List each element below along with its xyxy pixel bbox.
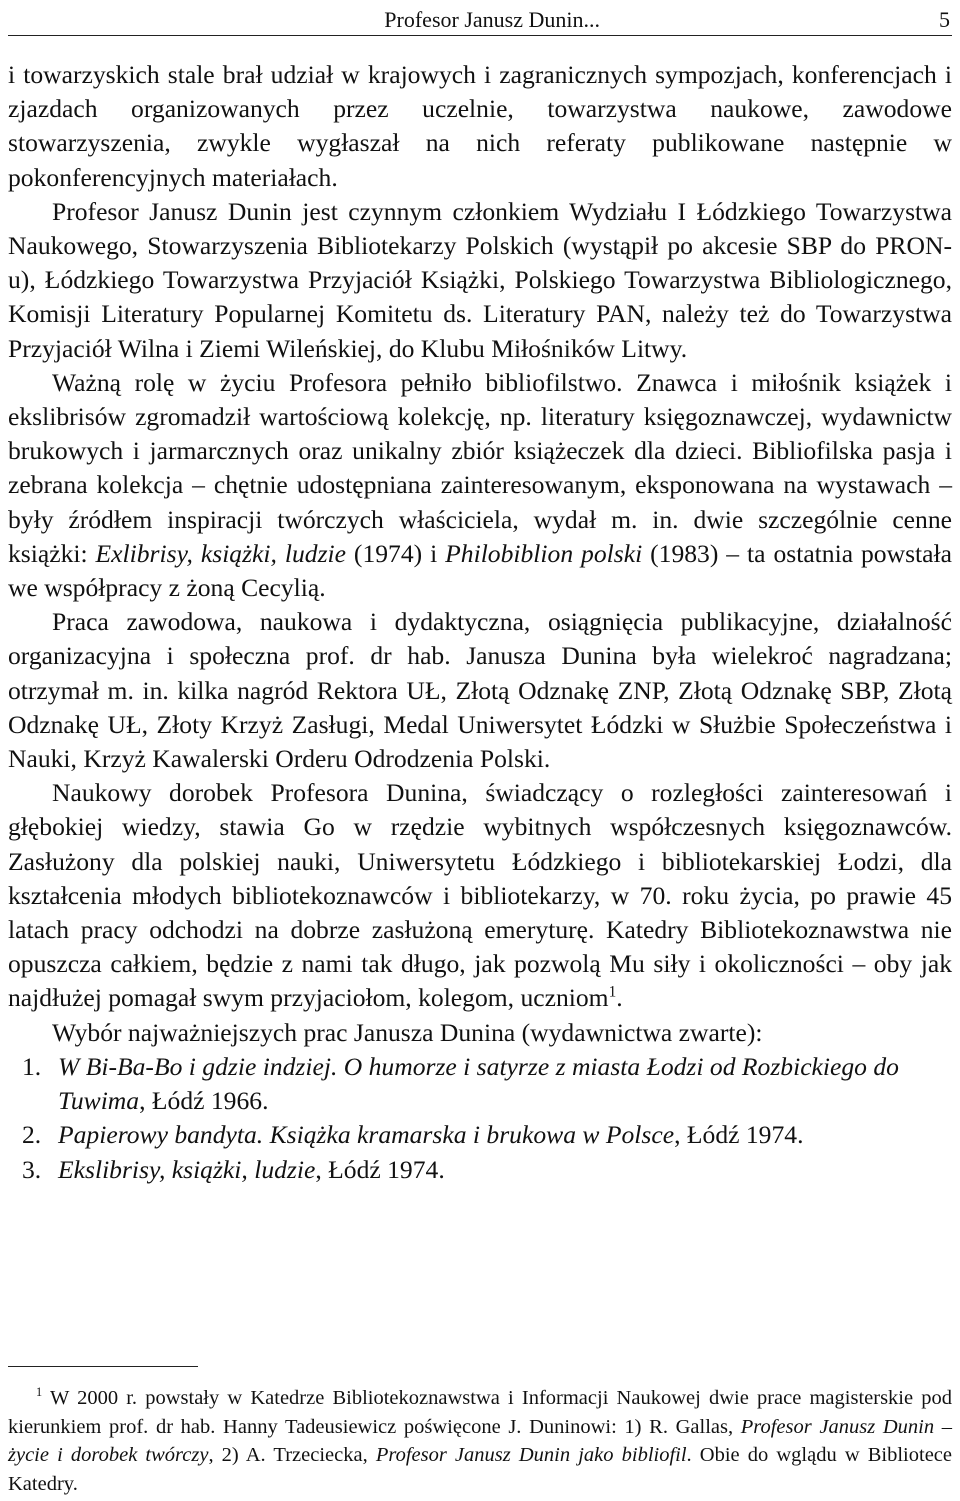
paragraph-3-text-b: (1974) i xyxy=(346,538,446,568)
paragraph-5 xyxy=(8,776,952,1015)
paragraph-4: Praca zawodowa, naukowa i dydaktyczna, osiągnięcia publikacyjne, działalność organizacyjna i społeczna prof. dr hab. Janusza Dunina była wielekroć nagradzana; otrzymał m. in. kilka nagród Rektora UŁ, Złotą Odznakę ZNP, Złotą Odznakę SBP, Złotą Odznakę UŁ, Złoty Krzyż Zasługi, Medal Uniwersytet Łódzki w Służbie Społeczeństwa i Nauki, Krzyż Kawalerski Orderu Odrodzenia Polski. xyxy=(8,607,952,774)
list-item xyxy=(8,1118,952,1152)
works-list xyxy=(8,1050,952,1187)
book-title-exlibrisy: Exlibrisy, książki, ludzie xyxy=(95,538,346,568)
paragraph-3-text-c: (1983) – ta ostatnia powstała we współpracy z żoną Cecylią. xyxy=(8,538,952,603)
list-item-title: Papierowy bandyta. Książka kramarska i brukowa w Polsce xyxy=(58,1120,675,1150)
footnote-rule xyxy=(8,1366,198,1367)
list-item-details: , Łódź 1974. xyxy=(315,1154,445,1184)
list-item xyxy=(8,1153,952,1187)
thesis-title-1: Profesor Janusz Dunin – życie i dorobek twórczy xyxy=(8,1415,952,1466)
footnote-1 xyxy=(8,1384,952,1498)
footnotes xyxy=(8,1384,952,1498)
footnote-text-b: , 2) A. Trzeciecka, xyxy=(208,1444,376,1466)
footnote-text-a: W 2000 r. powstały w Katedrze Bibliotekoznawstwa i Informacji Naukowej dwie prace magisterskie pod kierunkiem prof. dr hab. Hanny Tadeusiewicz poświęcone J. Duninowi: 1) R. Gallas, xyxy=(8,1387,952,1438)
page-number: 5 xyxy=(939,7,950,32)
header-rule xyxy=(8,35,952,36)
list-item-number: 3. xyxy=(22,1154,42,1184)
list-item-number: 2. xyxy=(22,1120,42,1150)
list-item-title: Ekslibrisy, książki, ludzie xyxy=(58,1154,316,1184)
paragraph-3-text-a: Ważną rolę w życiu Profesora pełniło bibliofilstwo. Znawca i miłośnik książek i ekslibrisów zgromadził wartościową kolekcję, np. literatury księgoznawczej, wydawnictw brukowych i jarmarcznych oraz unikalny zbiór książeczek dla dzieci. Bibliofilska pasja i zebrana kolekcja – chętnie udostępniana zainteresowanym, eksponowana na wystawach – były źródłem inspiracji twórczych właściciela, wydał m. in. dwie szczególnie cenne książki: xyxy=(8,367,952,568)
list-item-title: W Bi-Ba-Bo i gdzie indziej. O humorze i satyrze z miasta Łodzi od Rozbickiego do Tuwima xyxy=(58,1051,899,1116)
list-item-details: , Łódź 1974. xyxy=(674,1120,804,1150)
book-title-philobiblion: Philobiblion polski xyxy=(445,538,643,568)
running-head xyxy=(8,6,952,34)
paragraph-2: Profesor Janusz Dunin jest czynnym członkiem Wydziału I Łódzkiego Towarzystwa Naukowego, Stowarzyszenia Bibliotekarzy Polskich (wystąpił po akcesie SBP do PRON-u), Łódzkiego Towarzystwa Przyjaciół Książki, Polskiego Towarzystwa Bibliologicznego, Komisji Literatury Popularnej Komitetu ds. Literatury PAN, należy też do Towarzystwa Przyjaciół Wilna i Ziemi Wileńskiej, do Klubu Miłośników Litwy. xyxy=(8,196,952,363)
list-item-details: , Łódź 1966. xyxy=(139,1086,269,1116)
footnote-text-c: . Obie do wglądu w Bibliotece Katedry. xyxy=(8,1444,952,1495)
paragraph-5-text: Naukowy dorobek Profesora Dunina, świadczący o rozległości zainteresowań i głębokiej wiedzy, stawia Go w rzędzie wybitnych współczesnych księgoznawców. Zasłużony dla polskiej nauki, Uniwersytetu Łódzkiego i bibliotekarskiej Łodzi, dla kształcenia młodych bibliotekoznawców i bibliotekarzy, w 70. roku życia, po prawie 45 latach pracy odchodzi na dobrze zasłużoną emeryturę. Katedry Bibliotekoznawstwa nie opuszcza całkiem, będzie z nami tak długo, jak pozwolą Mu siły i okoliczności – oby jak najdłużej pomagał swym przyjaciołom, kolegom, uczniom xyxy=(8,778,952,1013)
thesis-title-2: Profesor Janusz Dunin jako bibliofil xyxy=(375,1444,687,1466)
paragraph-5-end: . xyxy=(616,983,623,1013)
body-text xyxy=(8,58,952,1187)
list-item-number: 1. xyxy=(22,1051,42,1081)
footnote-marker: 1 xyxy=(36,1385,43,1400)
paragraph-6: Wybór najważniejszych prac Janusza Dunina (wydawnictwa zwarte): xyxy=(52,1017,763,1047)
paragraph-1: i towarzyskich stale brał udział w krajowych i zagranicznych sympozjach, konferencjach i zjazdach organizowanych przez uczelnie, towarzystwa naukowe, zawodowe stowarzyszenia, zwykle wygłaszał na nich referaty publikowane następnie w pokonferencyjnych materiałach. xyxy=(8,60,952,192)
footnote-reference[interactable]: 1 xyxy=(608,983,617,1001)
paragraph-3 xyxy=(8,366,952,605)
running-title: Profesor Janusz Dunin... xyxy=(384,7,600,32)
list-item xyxy=(8,1050,952,1118)
